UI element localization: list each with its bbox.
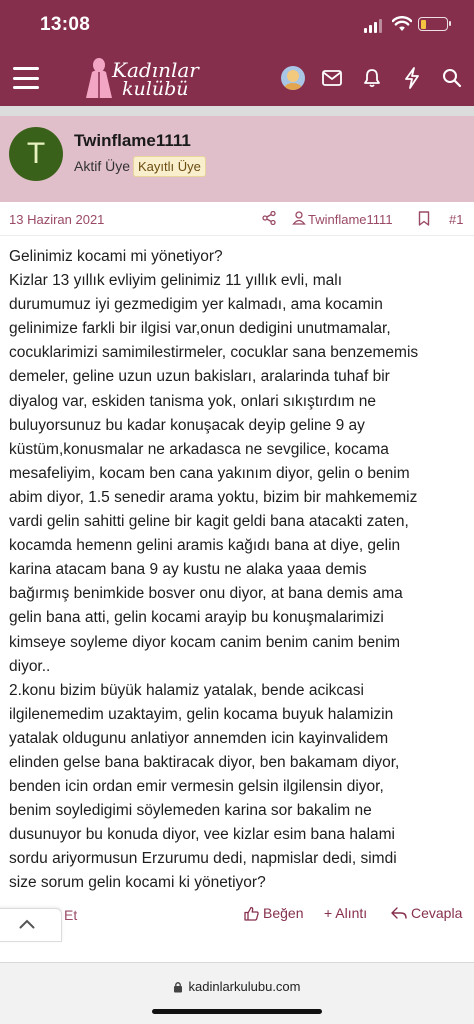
reply-icon xyxy=(391,906,407,920)
collapse-button[interactable] xyxy=(0,908,62,942)
quote-label: + Alıntı xyxy=(324,905,368,921)
current-user-avatar[interactable] xyxy=(281,66,305,90)
post-body xyxy=(9,245,471,896)
search-icon[interactable] xyxy=(440,66,464,90)
post-number[interactable]: #1 xyxy=(449,212,464,227)
post-text-line: gelin bana atti, gelin kocami arayip bu konuşmalarimizi xyxy=(9,609,384,627)
post-text-line: mesafeliyim, kocam ben cana yakınım diyor, gelin o benim xyxy=(9,464,410,482)
status-time: 13:08 xyxy=(40,14,91,35)
mail-icon[interactable] xyxy=(320,66,344,90)
post-text-line: karina atacam bana 9 ay kustu ne alaka yaaa demis xyxy=(9,561,367,579)
share-icon[interactable] xyxy=(262,211,276,225)
post-user-info xyxy=(0,116,474,202)
header-divider xyxy=(0,106,474,116)
chevron-up-icon xyxy=(19,919,35,929)
post-text-line: bağırmış benimkide bosver onu diyor, at bana demis ama xyxy=(9,585,403,603)
post-text-line: kocamda hemenn gelini aramis kağıdı bana at diye, gelin xyxy=(9,537,401,555)
user-icon xyxy=(292,211,306,225)
post-text-line: vardi gelin sahitti geline bir kagit geldi bana atacakti zaten, xyxy=(9,513,409,531)
post-text-line: diyor.. xyxy=(9,657,51,675)
post-text-line: size sorum gelin kocami ki yönetiyor? xyxy=(9,874,266,892)
post-text-line: ilgilenemedim uzaktayim, gelin kocama buyuk halamizin xyxy=(9,705,394,723)
lock-icon xyxy=(173,981,183,993)
site-logo[interactable] xyxy=(82,54,202,102)
bolt-icon[interactable] xyxy=(400,66,424,90)
like-button[interactable] xyxy=(244,905,303,921)
post-text-line: durumumuz iyi gezmedigim yer kalmadı, ama kocamin xyxy=(9,296,383,314)
logo-text-line2: kulübü xyxy=(122,78,189,100)
bell-icon[interactable] xyxy=(360,66,384,90)
post-text-line: benden icin ordan emir vermesin gelsin ilgilensin diyor, xyxy=(9,778,384,796)
post-text-line: cocuklarimizi samimilestirmeler, cocuklar sana benzememis xyxy=(9,344,419,362)
post-text-line: benim soyledigimi söylemeden karina sor bakalim ne xyxy=(9,802,372,820)
thumbs-up-icon xyxy=(244,906,259,921)
post-text-line: kimseye soyleme diyor kocam canim benim canim benim xyxy=(9,633,401,651)
post-text-line: diyalog var, eskiden tanisma yok, onlari sıkıştırdım ne xyxy=(9,392,376,410)
post-text-line: sordu ariyormusun Erzurumu dedi, napmislar dedi, simdi xyxy=(9,850,397,868)
url-text: kadinlarkulubu.com xyxy=(188,979,301,994)
menu-icon[interactable] xyxy=(13,67,39,89)
post-text-line: buluyorsunuz bu kadar konuşacak deyip geline 9 ay xyxy=(9,416,365,434)
post-author[interactable]: Twinflame1111 xyxy=(308,212,393,227)
site-header xyxy=(0,50,474,106)
post-text-line: gelinimize farkli bir ilgisi var,onun dedigini unutmamalar, xyxy=(9,320,391,338)
browser-bottom-bar xyxy=(0,962,474,1024)
post-meta xyxy=(0,202,474,236)
post-text-line: dusunuyor bu konuda diyor, vee kizlar esim bana halami xyxy=(9,826,396,844)
bookmark-icon[interactable] xyxy=(418,211,430,226)
post-text-line: küstüm,konusmalar ne arkadasca ne sevgilice, kocama xyxy=(9,440,389,458)
post-text-line: demeler, geline uzun uzun bakisları, aralarinda tuhaf bir xyxy=(9,368,390,386)
report-link[interactable]: Et xyxy=(64,907,78,923)
post-text-line: Kizlar 13 yıllık evliyim gelinimiz 11 yıllık evli, malı xyxy=(9,272,343,290)
wifi-icon xyxy=(392,16,412,32)
user-badge: Kayıtlı Üye xyxy=(133,156,206,177)
like-label: Beğen xyxy=(263,905,304,921)
post-text-line: yatalak oldugunu anlatiyor annemden icin kayinvalidem xyxy=(9,729,389,747)
battery-icon xyxy=(418,17,448,31)
post-text-line: 2.konu bizim büyük halamiz yatalak, bende acikcasi xyxy=(9,681,364,699)
user-name[interactable]: Twinflame1111 xyxy=(74,131,191,150)
post-text-line: abim diyor, 1.5 senedir arama yoktu, bizim bir mahkememiz xyxy=(9,488,418,506)
cellular-signal-icon xyxy=(364,19,382,33)
home-indicator[interactable] xyxy=(152,1009,322,1014)
user-title: Aktif Üye xyxy=(74,158,131,174)
status-bar xyxy=(0,0,474,50)
address-bar[interactable] xyxy=(0,979,474,994)
reply-button[interactable] xyxy=(391,905,462,921)
logo-figure-icon xyxy=(82,56,116,100)
post-text-line: Gelinimiz kocami mi yönetiyor? xyxy=(9,248,223,265)
reply-label: Cevapla xyxy=(411,905,463,921)
logo-text-line1: Kadınlar xyxy=(112,58,199,82)
quote-button[interactable] xyxy=(324,905,367,921)
post-date[interactable]: 13 Haziran 2021 xyxy=(9,212,105,227)
user-avatar[interactable]: T xyxy=(9,127,63,181)
post-text-line: elinden gelse bana baktiracak diyor, ben bakamam diyor, xyxy=(9,753,400,771)
